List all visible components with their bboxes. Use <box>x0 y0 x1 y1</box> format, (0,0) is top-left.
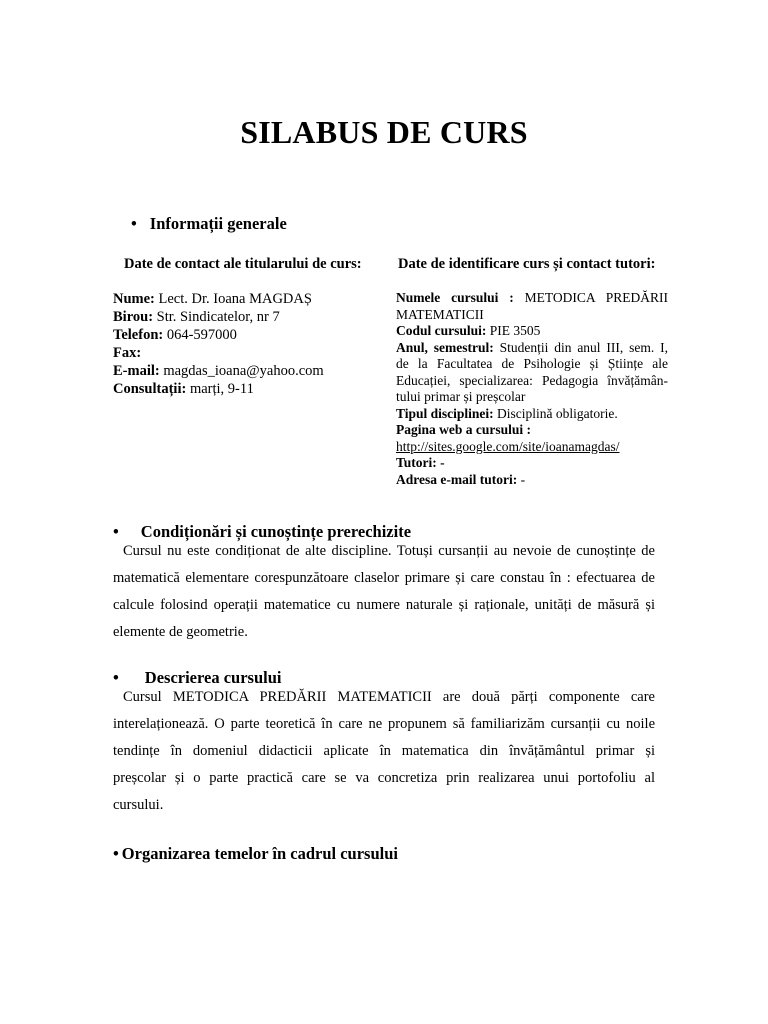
conditions-paragraph: Cursul nu este condiționat de alte discipline. Totuși cursanții au nevoie de cunoștințe de matematică elementare corespunzătoare claselor primare și care constau în : efectuarea de calcule folosind operații matematice cu numere naturale și raționale, unități de măsură și elemente de geometrie. <box>113 543 655 640</box>
contact-details <box>113 290 324 398</box>
course-year-cont: tului primar și preșcolar <box>396 389 526 404</box>
section-heading-general <box>131 214 287 234</box>
contact-office-row: Birou: Str. Sindicatelor, nr 7 <box>113 309 280 325</box>
course-web-link[interactable]: http://sites.google.com/site/ioanamagdas/ <box>396 438 620 454</box>
course-name-row: Numele cursului : METODICA PREDĂRII <box>396 290 669 305</box>
course-details <box>396 290 668 488</box>
section-heading-organization <box>113 844 398 864</box>
course-web-label: Pagina web a cursului : <box>396 422 532 437</box>
section-title: Informații generale <box>149 214 287 233</box>
contact-email-row: E-mail: magdas_ioana@yahoo.com <box>113 363 324 379</box>
course-code-row: Codul cursului: PIE 3505 <box>396 323 541 338</box>
contact-name-row: Nume: Lect. Dr. Ioana MAGDAȘ <box>113 291 312 307</box>
section-title: Condiționări și cunoștințe prerechizite <box>140 522 412 541</box>
contact-consult-row: Consultații: marți, 9-11 <box>113 381 254 397</box>
course-heading: Date de identificare curs și contact tutori: <box>398 256 656 272</box>
bullet-icon: • <box>113 844 119 863</box>
contact-heading: Date de contact ale titularului de curs: <box>124 256 362 272</box>
contact-phone-row: Telefon: 064-597000 <box>113 327 237 343</box>
course-year-row: Anul, semestrul: Studenții din anul III, sem. I, <box>396 339 668 355</box>
description-paragraph: Cursul METODICA PREDĂRII MATEMATICII are două părți componente care interelaționează. O parte teoretică în care ne propunem să familiarizăm cursanții cu noile tendințe în domeniul didacticii aplicate în matematica din învățământul primar și preșcolar și o parte practică care se va concretiza prin realizarea unui portofoliu al cursului. <box>113 689 655 813</box>
section-title: Descrierea cursului <box>144 668 282 687</box>
course-year-cont: Educației, specializarea: Pedagogia învățămân- <box>396 372 668 388</box>
contact-fax-row: Fax: <box>113 345 142 361</box>
course-type-row: Tipul disciplinei: Disciplină obligatorie. <box>396 405 618 421</box>
section-title: Organizarea temelor în cadrul cursului <box>121 844 398 863</box>
course-name-cont: MATEMATICII <box>396 306 484 322</box>
course-year-cont: de la Facultatea de Psihologie și Științe ale <box>396 356 668 371</box>
bullet-icon: • <box>113 668 119 687</box>
course-tutors-row: Tutori: - <box>396 455 445 470</box>
course-tutor-email-row: Adresa e-mail tutori: - <box>396 471 526 487</box>
bullet-icon: • <box>113 522 119 541</box>
bullet-icon: • <box>131 214 137 233</box>
page-title: SILABUS DE CURS <box>240 114 528 150</box>
